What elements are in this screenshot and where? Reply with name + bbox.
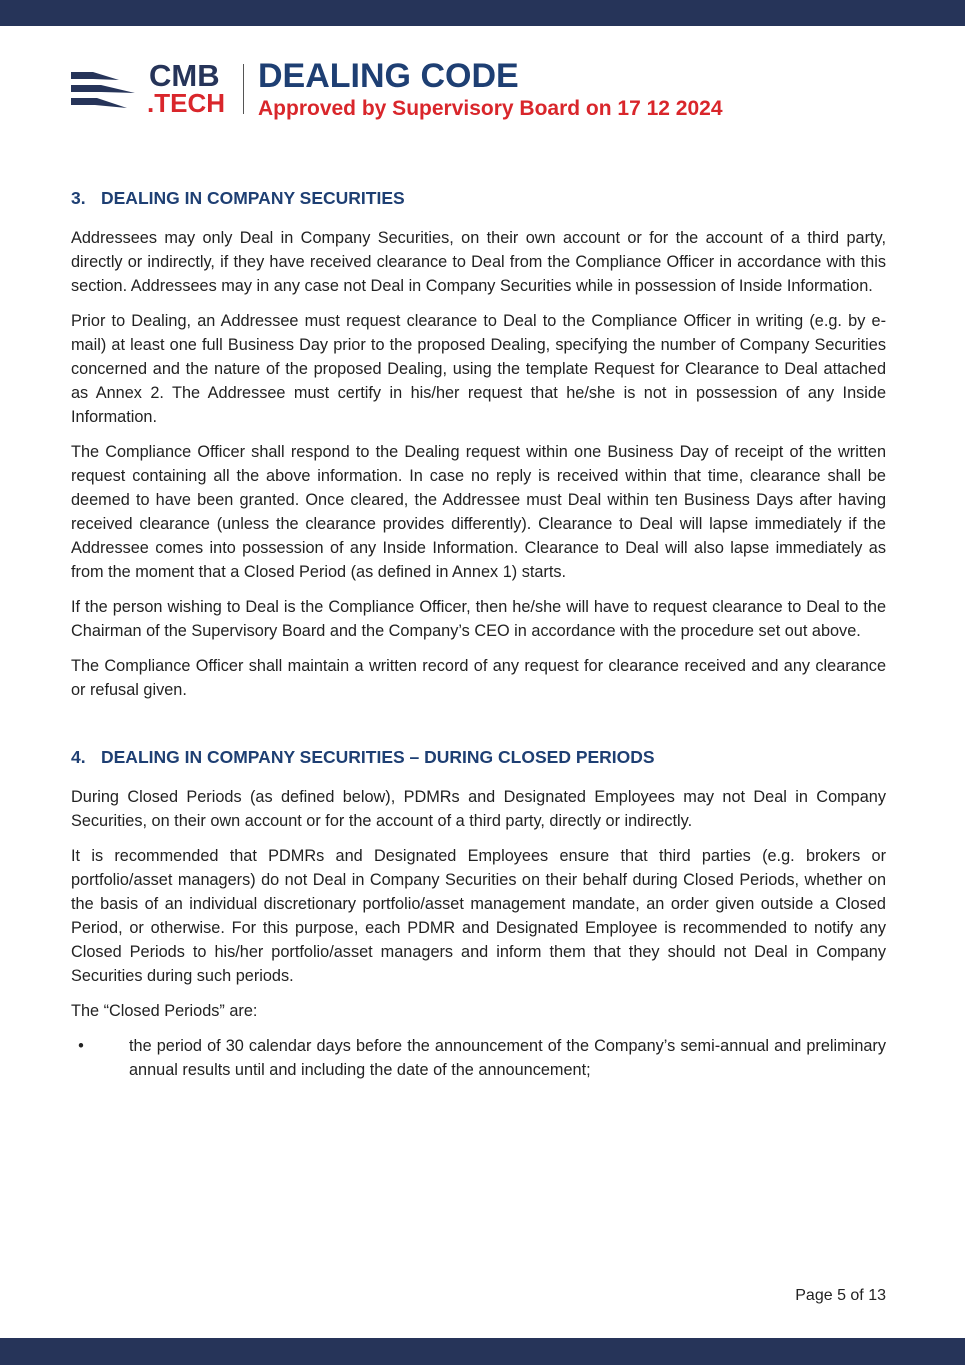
top-banner — [0, 0, 965, 26]
paragraph: If the person wishing to Deal is the Compliance Officer, then he/she will have to request clearance to Deal to the Chairman of the Supervisory Board and the Company’s CEO in accordance with the procedure set out above. — [71, 598, 886, 640]
closed-periods-list — [71, 1034, 886, 1082]
section-number: 4. — [71, 747, 86, 767]
section-heading — [71, 745, 886, 769]
list-item-text: the period of 30 calendar days before the announcement of the Company’s semi-annual and preliminary annual results until and including the date of the announcement; — [129, 1037, 886, 1079]
header-divider — [243, 64, 244, 114]
list-item — [71, 1034, 886, 1082]
paragraph: It is recommended that PDMRs and Designated Employees ensure that third parties (e.g. brokers or portfolio/asset managers) do not Deal in Company Securities on their behalf during Closed Periods, whether on the basis of an individual discretionary portfolio/asset management mandate, an order given outside a Closed Period, or otherwise. For this purpose, each PDMR and Designated Employee is recommended to notify any Closed Periods to his/her portfolio/asset managers and inform them that they should not Deal in Company Securities during such periods. — [71, 847, 886, 985]
bottom-banner — [0, 1338, 965, 1365]
section-4 — [71, 745, 886, 1082]
paragraph: The “Closed Periods” are: — [71, 1002, 258, 1020]
paragraph: The Compliance Officer shall respond to the Dealing request within one Business Day of receipt of the written request containing all the above information. In case no reply is received within that time, clearance shall be deemed to have been granted. Once cleared, the Addressee must Deal within ten Business Days after having received clearance (unless the clearance provides differently). Clearance to Deal will lapse immediately if the Addressee comes into possession of any Inside Information. Clearance to Deal will also lapse immediately as from the moment that a Closed Period (as defined in Annex 1) starts. — [71, 443, 886, 581]
section-title: DEALING IN COMPANY SECURITIES – DURING CLOSED PERIODS — [101, 747, 655, 767]
logo-waves-icon — [71, 68, 137, 116]
logo-text-tech: .TECH — [147, 88, 225, 118]
document-title: DEALING CODE — [258, 57, 519, 95]
section-title: DEALING IN COMPANY SECURITIES — [101, 188, 405, 208]
paragraph: The Compliance Officer shall maintain a written record of any request for clearance received and any clearance or refusal given. — [71, 657, 886, 699]
paragraph: Prior to Dealing, an Addressee must request clearance to Deal to the Compliance Officer in writing (e.g. by e-mail) at least one full Business Day prior to the proposed Dealing, specifying the number of Company Securities concerned and the nature of the proposed Dealing, using the template Request for Clearance to Deal attached as Annex 2. The Addressee must certify in his/her request that he/she is not in possession of any Inside Information. — [71, 312, 886, 426]
document-body — [71, 186, 886, 1082]
paragraph: Addressees may only Deal in Company Securities, on their own account or for the account of a third party, directly or indirectly, if they have received clearance to Deal from the Compliance Officer in accordance with this section. Addressees may in any case not Deal in Company Securities while in possession of Inside Information. — [71, 229, 886, 295]
document-subtitle: Approved by Supervisory Board on 17 12 2024 — [258, 97, 723, 120]
cmb-tech-logo — [71, 60, 241, 120]
section-3 — [71, 186, 886, 702]
page-number: Page 5 of 13 — [795, 1287, 886, 1304]
paragraph: During Closed Periods (as defined below), PDMRs and Designated Employees may not Deal in Company Securities, on their own account or for the account of a third party, directly or indirectly. — [71, 788, 886, 830]
section-heading — [71, 186, 886, 210]
logo-text-cmb: CMB — [149, 58, 220, 93]
section-number: 3. — [71, 188, 86, 208]
bullet-icon: • — [78, 1037, 84, 1055]
